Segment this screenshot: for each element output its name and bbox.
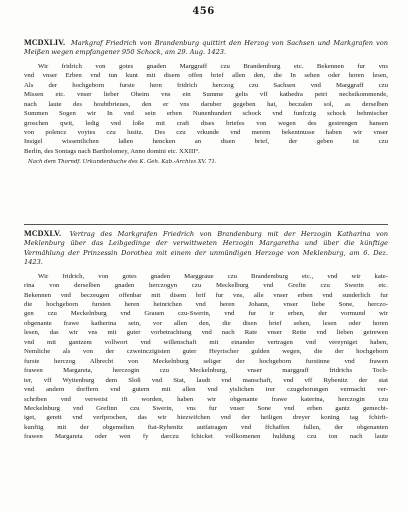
text-line: vnd vnser Erben vnd tun kunt mit disem offen brief allen den, die In sehen oder horen lesen, [24, 72, 388, 80]
document-2-body [24, 272, 388, 442]
text-line: Summen Sogen wir In vnd sein erben Nunenhundert schock vnd funfczig schock behmischer [24, 110, 388, 118]
document-2-number: MCDXLV. [24, 229, 62, 238]
text-line: Als der hochgeborn furste hern fridrich herczog czu Sachsen vnd Marggraff czu [24, 81, 388, 89]
text-line: die hochgeborn fursten heren heinrichen vnd heren Johann, vnser liebe Sone, herczo- [24, 300, 388, 308]
text-line: ter, vff Wyttenburg dem Sloß vnd Stat, laudt vnd manschaft, vnd vff Rybenitz der stat [24, 376, 388, 384]
text-line: obgenante frawe katherina sein, vor allen den, die disen brief sehen, lesen oder horen [24, 319, 388, 327]
text-line: Wir fridrich, von gotes gnaden Marggraue czu Brandemburg etc., vnd wir kate- [38, 272, 388, 280]
text-line: nach laute des houbtbrieues, den er vns daruber gegeben hat, beczalen sol, as derselben [24, 100, 388, 108]
text-line: frawen Margareta, herczogin czu Meckelnburg, vnser marggraff fridrichs Toch- [24, 367, 388, 375]
text-line: vnd mit gantzem vollwort vnd willenschaft mit einander vertragen vnd vereyniget haben, [24, 338, 388, 346]
text-line: furste herczog Albrecht von Meckelnburg seliger der hochgeborn furstinne vnd frawen [24, 357, 388, 365]
document-2 [24, 229, 388, 442]
text-line: groschen qwit, ledig vnd loße mit craft dises briefes von wegen des gestrengen hansen [24, 119, 388, 127]
text-line: kunftig mit der obgemelten ftat-Rybenitz autfatragen vnd ffchaffen fullen, der obgenanten [24, 423, 388, 431]
text-line: Meckelnburg vnd Grefinn czu Swerin, vns fur vnser Sone vnd erben gantz gemecht- [24, 404, 388, 412]
document-1-source: Nach dem Thorndf. Urkundenbuche des K. Geh. Kab.-Archivs XV. 71. [28, 159, 217, 166]
document-1 [24, 38, 388, 165]
section-divider [24, 224, 388, 225]
text-line: rina von derselben gnaden herczogyn czu Meckelburg vnd Grefin czu Swerin etc. [24, 282, 388, 290]
document-1-title: Markgraf Friedrich von Brandenburg quittirt den Herzog von Sachsen und Markgrafen von Meißen wegen empfangener 950 Schock, am 29. Aug. 1423. [24, 39, 388, 57]
text-line: Missen etc. vnser lieber Oheim vns ein Summe gelts vff kathedra petri nechstkommende, [24, 91, 388, 99]
text-line: Wir fridrich von gotes gnaden Marggraff czu Brandemburg etc. Bekennen fur vns [38, 62, 388, 70]
text-line: Bekennen vnd beczeugen offenbar mit disem brif fur vns, alle vnser erben vnd sunderlich fur [24, 291, 388, 299]
text-line: Berlin, des Sontags nach Bartholomey, Anno domini etc. XXIII°. [24, 147, 200, 155]
document-1-body [24, 62, 388, 157]
page-number: 456 [192, 6, 215, 17]
text-line: iget, gerett vnd verfprochen, das wir hiezwifchen vnd der heiligen dreyer koning tag fchirft- [24, 414, 388, 422]
text-line: vnd andern dorffern vnd gutern mit allen vnd ytslichen irer czugehorungen vermacht ver- [24, 386, 388, 394]
text-line: schriben vnd verweist ift worden, haben wir obgenante frawe katerina, herczogin czu [24, 395, 388, 403]
document-1-number: MCDXLIV. [24, 38, 66, 47]
document-1-heading [24, 38, 388, 58]
text-line: frawen Margareta oder wen fy darczu fchicket vollkomenen huldung czu ton nach laute [24, 433, 388, 441]
text-line: Nemliche als von der czweinczigisten guter Heyrischer gulden wegen, die der hochgeborn [24, 348, 388, 356]
text-line: von polencz voytes czu lusitz. Des czu vrkunde vnd merem bekentnusse haben wir vnser [24, 128, 388, 136]
text-line: lesen, das wir vns mit guter vorbetrachtung vnd nach Rate vnser Rette vnd lieben getrewen [24, 329, 388, 337]
document-2-title: Vertrag des Markgrafen Friedrich von Brandenburg mit der Herzogin Katharina von Meklenburg über das Leibgedinge der verwittweten Herzogin Margaretha und über die künftige Vermählung der Prinzessin Dorothea mit einem der unmündigen Herzoge von Meklenburg, am 6. Dez. 1423. [24, 230, 388, 267]
document-2-heading [24, 229, 388, 268]
text-line: Insigel wissentlichen laßen hencken an disen brief, der geben ist czu [24, 138, 388, 146]
text-line: gen czu Meckelnburg vnd Grauen czu-Swerin, vnd fur ir erben, der vormund wir [24, 310, 388, 318]
